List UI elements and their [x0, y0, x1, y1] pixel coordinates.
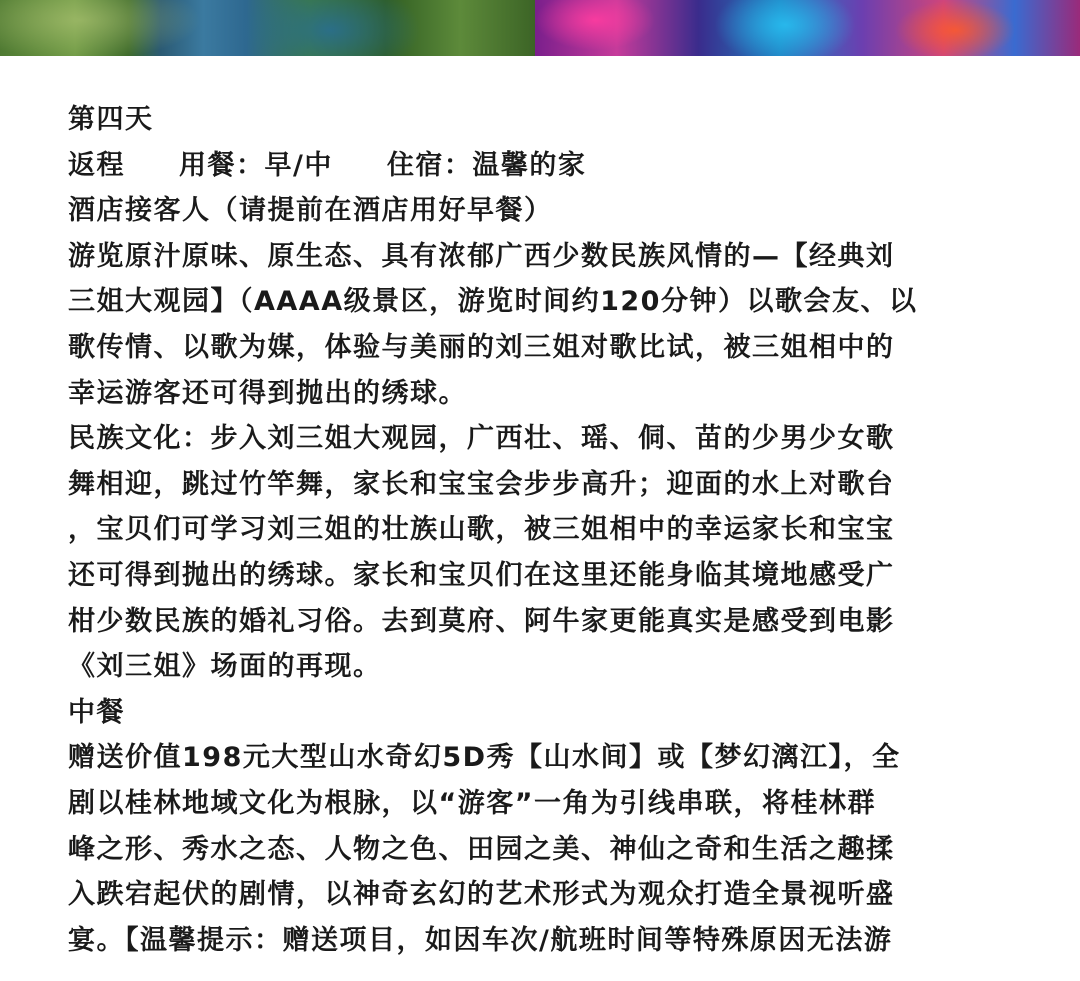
itinerary-day-content: [68, 97, 1048, 963]
body-line: 三姐大观园】（AAAA级景区，游览时间约120分钟）以歌会友、以: [68, 286, 918, 318]
body-line: 《刘三姐》场面的再现。: [68, 651, 382, 683]
body-line: 民族文化：步入刘三姐大观园，广西壮、瑶、侗、苗的少男少女歌: [68, 423, 895, 455]
meal-label: 用餐：早/中: [179, 149, 333, 181]
body-line: 柑少数民族的婚礼习俗。去到莫府、阿牛家更能真实是感受到电影: [68, 605, 895, 637]
body-line: 酒店接客人（请提前在酒店用好早餐）: [68, 195, 553, 227]
body-line: 歌传情、以歌为媒，体验与美丽的刘三姐对歌比试，被三姐相中的: [68, 331, 895, 363]
landscape-photo: [0, 0, 535, 56]
stay-label: 住宿：温馨的家: [386, 149, 587, 181]
body-line: 宴。【温馨提示：赠送项目，如因车次/航班时间等特殊原因无法游: [68, 924, 893, 956]
body-line: ，宝贝们可学习刘三姐的壮族山歌，被三姐相中的幸运家长和宝宝: [68, 514, 895, 546]
body-line: 峰之形、秀水之态、人物之色、田园之美、神仙之奇和生活之趣揉: [68, 833, 895, 865]
body-line: 游览原汁原味、原生态、具有浓郁广西少数民族风情的—【经典刘: [68, 240, 895, 272]
body-line: 赠送价值198元大型山水奇幻5D秀【山水间】或【梦幻漓江】，全: [68, 742, 901, 774]
route-label: 返程: [68, 149, 125, 181]
day-meta-row: [68, 143, 1048, 189]
body-line: 剧以桂林地域文化为根脉，以“游客”一角为引线串联，将桂林群: [68, 787, 876, 819]
body-line: 舞相迎，跳过竹竿舞，家长和宝宝会步步高升；迎面的水上对歌台: [68, 468, 895, 500]
day-title: 第四天: [68, 104, 154, 135]
section-heading-lunch: 中餐: [68, 696, 125, 728]
banner-images: [0, 0, 1080, 56]
body-line: 还可得到抛出的绣球。家长和宝贝们在这里还能身临其境地感受广: [68, 559, 895, 591]
body-line: 入跌宕起伏的剧情，以神奇玄幻的艺术形式为观众打造全景视听盛: [68, 879, 895, 911]
body-line: 幸运游客还可得到抛出的绣球。: [68, 377, 467, 409]
cave-lights-photo: [535, 0, 1080, 56]
